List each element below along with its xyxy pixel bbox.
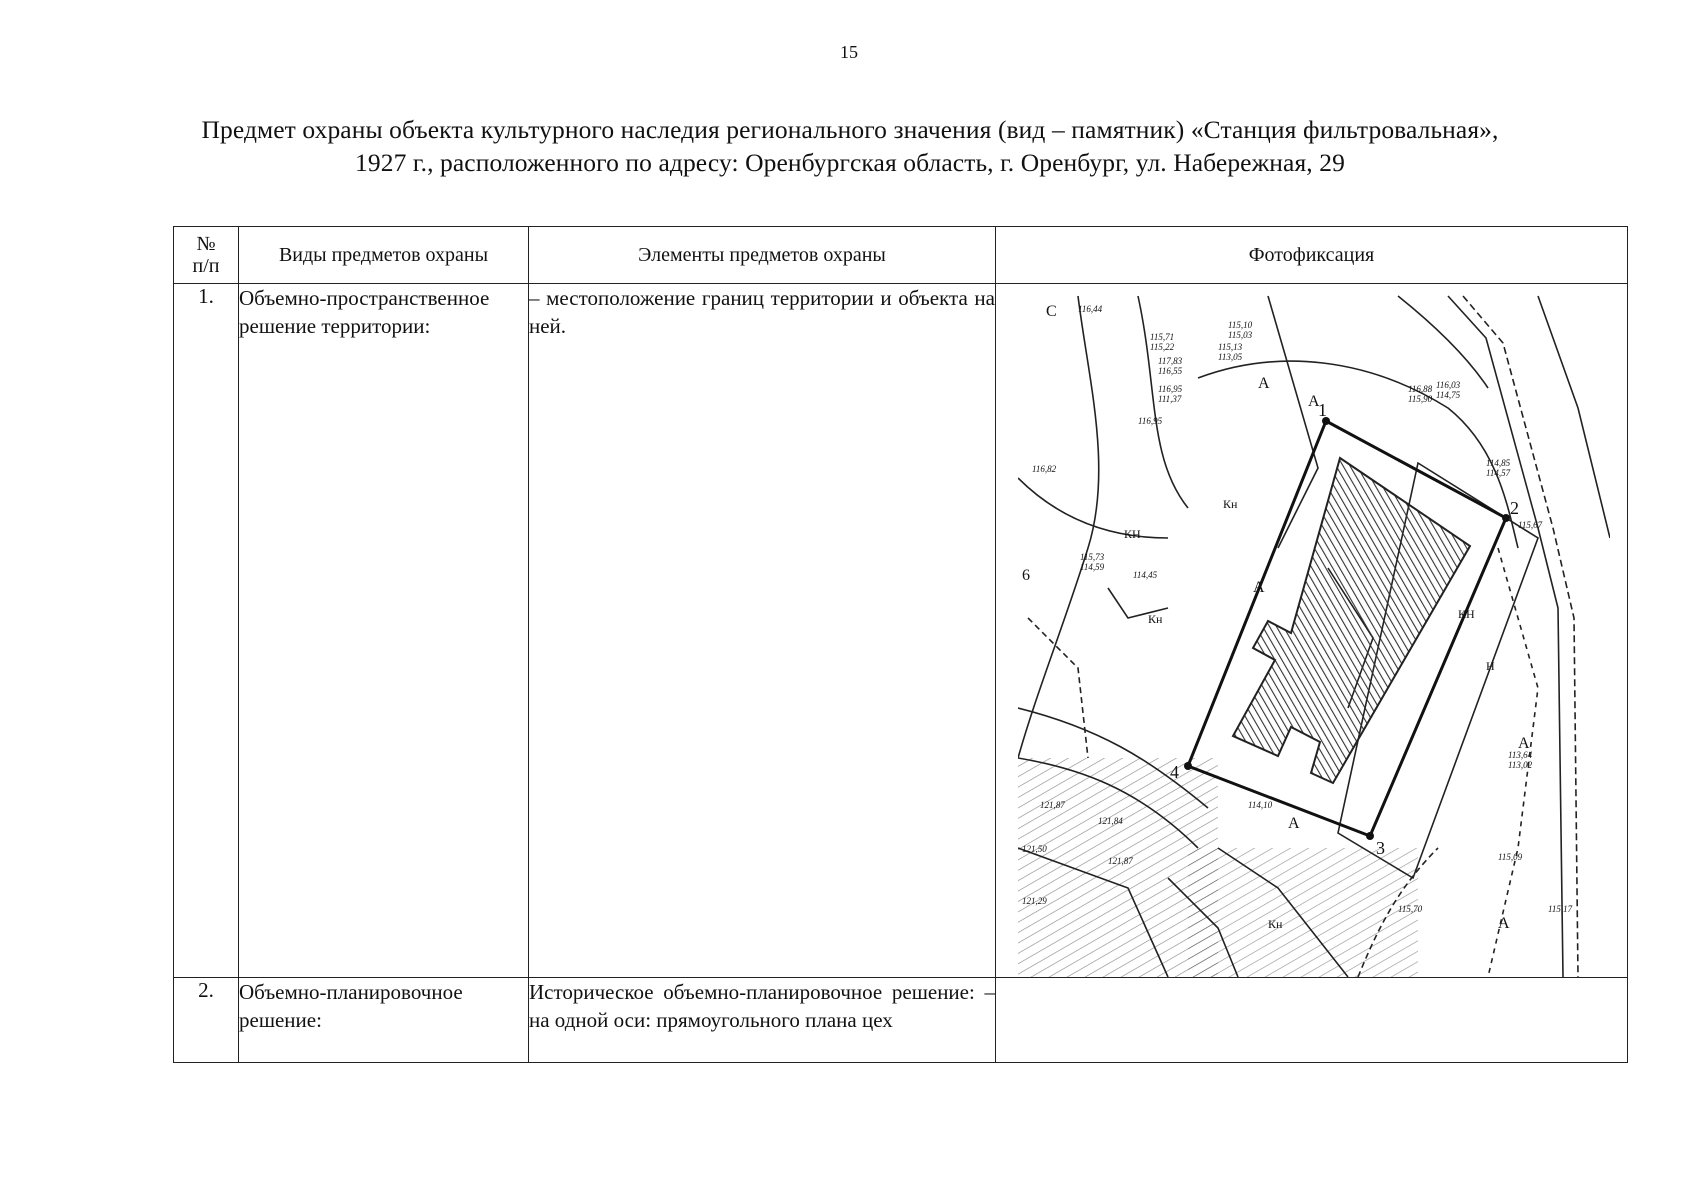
elevation-mark: 116,95 (1158, 384, 1183, 394)
protection-subjects-table (173, 226, 1628, 1063)
elevation-mark: 115,71 (1150, 332, 1175, 342)
elevation-mark: 115,17 (1548, 904, 1573, 914)
table-header-row (174, 227, 1628, 284)
page-number: 15 (840, 42, 858, 62)
elevation-mark: 111,37 (1158, 394, 1182, 404)
area-label: А (1258, 375, 1270, 392)
building-label: Кн (1268, 917, 1283, 931)
building-label: КН (1458, 607, 1475, 621)
row-number: 2. (174, 978, 239, 1063)
elevation-mark: 113,64 (1508, 750, 1533, 760)
elevation-mark: 115,70 (1398, 904, 1423, 914)
corner-label-2: 2 (1510, 498, 1519, 518)
elevation-mark: 114,75 (1436, 390, 1461, 400)
elevation-mark: 114,57 (1486, 468, 1511, 478)
area-label: С (1046, 303, 1057, 320)
elevation-mark: 116,03 (1436, 380, 1461, 390)
area-label: А (1288, 815, 1300, 832)
row-elements: Историческое объемно-планировочное решение: – на одной оси: прямоугольного плана цех (529, 978, 996, 1063)
header-photo: Фотофиксация (996, 227, 1628, 284)
elevation-mark: 121,84 (1098, 816, 1123, 826)
row-kind: Объемно-планировочное решение: (239, 978, 529, 1063)
title-line-1: Предмет охраны объекта культурного наследия регионального значения (вид – памятник) «Станция фильтровальная», (201, 115, 1499, 144)
area-label: А (1518, 735, 1530, 752)
table-row (174, 978, 1628, 1063)
row-number: 1. (174, 284, 239, 978)
site-plan-drawing (1018, 288, 1610, 977)
elevation-mark: 115,90 (1408, 394, 1433, 404)
elevation-mark: 114,10 (1248, 800, 1273, 810)
header-number-abbr: п/п (192, 255, 220, 277)
elevation-mark: 115,09 (1498, 852, 1523, 862)
elevation-mark: 116,82 (1032, 464, 1057, 474)
building-label: Кн (1223, 497, 1238, 511)
elevation-mark: 116,95 (1138, 416, 1163, 426)
photo-cell (996, 284, 1628, 978)
elevation-mark: 117,83 (1158, 356, 1183, 366)
elevation-mark: 121,87 (1108, 856, 1133, 866)
elevation-mark: 115,22 (1150, 342, 1175, 352)
building-label: Н (1486, 659, 1495, 673)
elevation-mark: 121,50 (1022, 844, 1047, 854)
header-kinds: Виды предметов охраны (239, 227, 529, 284)
area-label: 6 (1022, 567, 1030, 584)
elevation-mark: 114,59 (1080, 562, 1105, 572)
table-row (174, 284, 1628, 978)
title-line-2: 1927 г., расположенного по адресу: Оренбургская область, г. Оренбург, ул. Набережная, 29 (355, 148, 1345, 177)
area-label: А (1308, 393, 1320, 410)
header-number-symbol: № (196, 233, 216, 255)
elevation-mark: 116,44 (1078, 304, 1103, 314)
elevation-mark: 115,73 (1080, 552, 1105, 562)
header-number (174, 227, 239, 284)
elevation-mark: 115,03 (1228, 330, 1253, 340)
elevation-mark: 116,88 (1408, 384, 1433, 394)
elevation-mark: 121,87 (1040, 800, 1065, 810)
elevation-mark: 121,29 (1022, 896, 1047, 906)
corner-label-1: 1 (1318, 400, 1327, 420)
area-label: А (1253, 579, 1265, 596)
building-label: Кн (1148, 612, 1163, 626)
document-title (150, 113, 1550, 179)
elevation-mark: 116,55 (1158, 366, 1183, 376)
elevation-mark: 114,85 (1486, 458, 1511, 468)
building-label: КН (1124, 527, 1141, 541)
elevation-mark: 113,02 (1508, 760, 1533, 770)
elevation-mark: 113,05 (1218, 352, 1243, 362)
row-kind: Объемно-пространственное решение территории: (239, 284, 529, 978)
elevation-mark: 115,67 (1518, 520, 1543, 530)
corner-label-3: 3 (1376, 838, 1385, 858)
elevation-mark: 114,45 (1133, 570, 1158, 580)
elevation-mark: 115,13 (1218, 342, 1243, 352)
elevation-mark: 115,10 (1228, 320, 1253, 330)
corner-label-4: 4 (1170, 762, 1179, 782)
header-elements: Элементы предметов охраны (529, 227, 996, 284)
row-elements: – местоположение границ территории и объекта на ней. (529, 284, 996, 978)
area-label: А (1498, 915, 1510, 932)
photo-cell (996, 978, 1628, 1063)
